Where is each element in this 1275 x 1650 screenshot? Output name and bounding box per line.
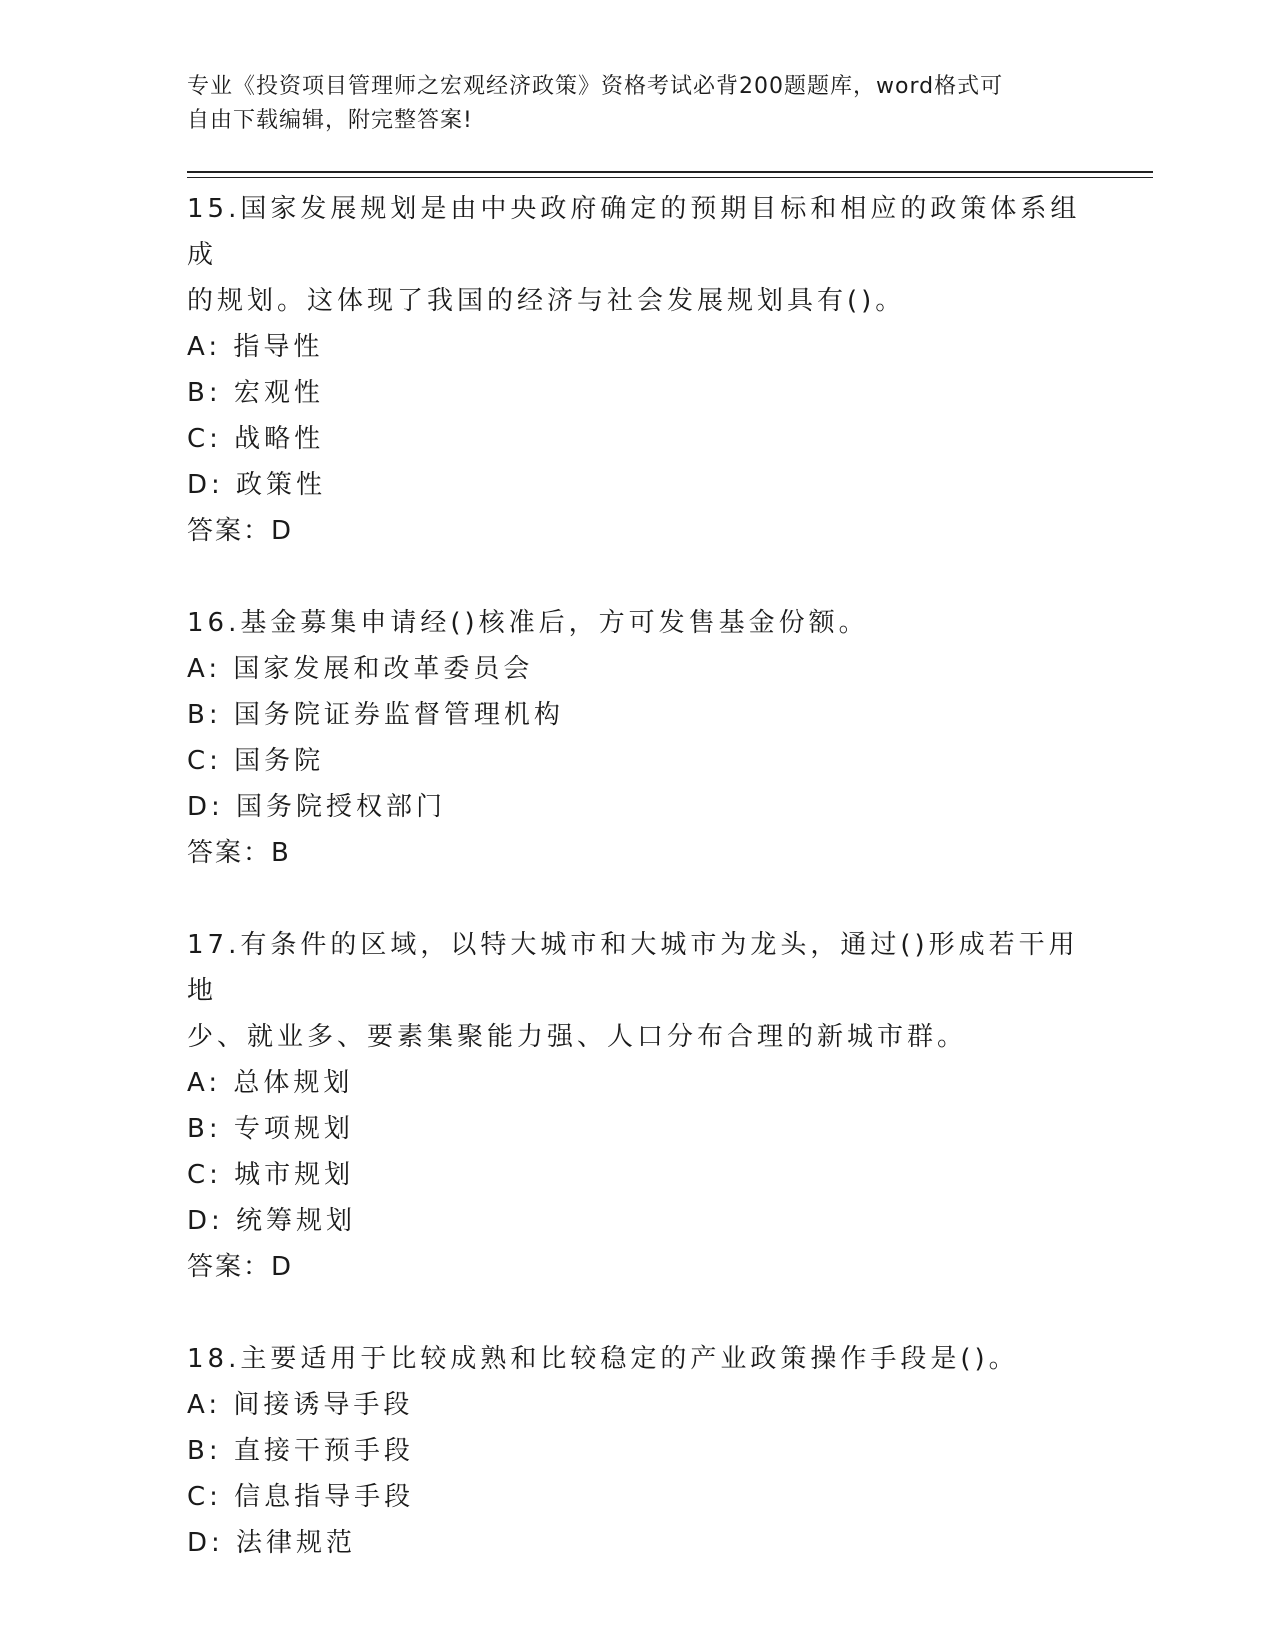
option-d: D: 统筹规划 bbox=[187, 1206, 357, 1236]
question-spacer bbox=[187, 876, 1157, 922]
option-c: C: 城市规划 bbox=[187, 1160, 355, 1190]
option-d: D: 法律规范 bbox=[187, 1528, 357, 1558]
question-17 bbox=[187, 922, 1157, 1290]
question-spacer bbox=[187, 554, 1157, 600]
rule-thin bbox=[187, 177, 1153, 178]
question-stem-line: 17.有条件的区域，以特大城市和大城市为龙头，通过()形成若干用地 bbox=[187, 930, 1079, 1006]
question-spacer bbox=[187, 1290, 1157, 1336]
option-a: A: 指导性 bbox=[187, 332, 324, 362]
question-16 bbox=[187, 600, 1157, 876]
question-stem-line: 15.国家发展规划是由中央政府确定的预期目标和相应的政策体系组成 bbox=[187, 194, 1081, 270]
question-stem-line: 的规划。这体现了我国的经济与社会发展规划具有()。 bbox=[187, 286, 906, 316]
answer: 答案：D bbox=[187, 516, 294, 546]
rule-thick bbox=[187, 171, 1153, 173]
document-page bbox=[187, 70, 1157, 1566]
option-a: A: 国家发展和改革委员会 bbox=[187, 654, 534, 684]
option-b: B: 专项规划 bbox=[187, 1114, 354, 1144]
option-d: D: 国务院授权部门 bbox=[187, 792, 447, 822]
option-d: D: 政策性 bbox=[187, 470, 327, 500]
question-stem-line: 少、就业多、要素集聚能力强、人口分布合理的新城市群。 bbox=[187, 1022, 968, 1052]
answer: 答案：B bbox=[187, 838, 291, 868]
question-15 bbox=[187, 186, 1157, 554]
question-stem-line: 16.基金募集申请经()核准后，方可发售基金份额。 bbox=[187, 608, 869, 638]
question-18 bbox=[187, 1336, 1157, 1566]
option-a: A: 总体规划 bbox=[187, 1068, 354, 1098]
question-stem-line: 18.主要适用于比较成熟和比较稳定的产业政策操作手段是()。 bbox=[187, 1344, 1019, 1374]
header-double-rule bbox=[187, 171, 1153, 178]
option-c: C: 战略性 bbox=[187, 424, 325, 454]
option-b: B: 直接干预手段 bbox=[187, 1436, 414, 1466]
option-b: B: 宏观性 bbox=[187, 378, 324, 408]
document-title-line-2: 自由下载编辑，附完整答案! bbox=[187, 108, 473, 133]
option-c: C: 信息指导手段 bbox=[187, 1482, 415, 1512]
document-title-line-1: 专业《投资项目管理师之宏观经济政策》资格考试必背200题题库，word格式可 bbox=[187, 74, 1004, 99]
answer: 答案：D bbox=[187, 1252, 294, 1282]
option-c: C: 国务院 bbox=[187, 746, 325, 776]
option-b: B: 国务院证券监督管理机构 bbox=[187, 700, 564, 730]
option-a: A: 间接诱导手段 bbox=[187, 1390, 414, 1420]
